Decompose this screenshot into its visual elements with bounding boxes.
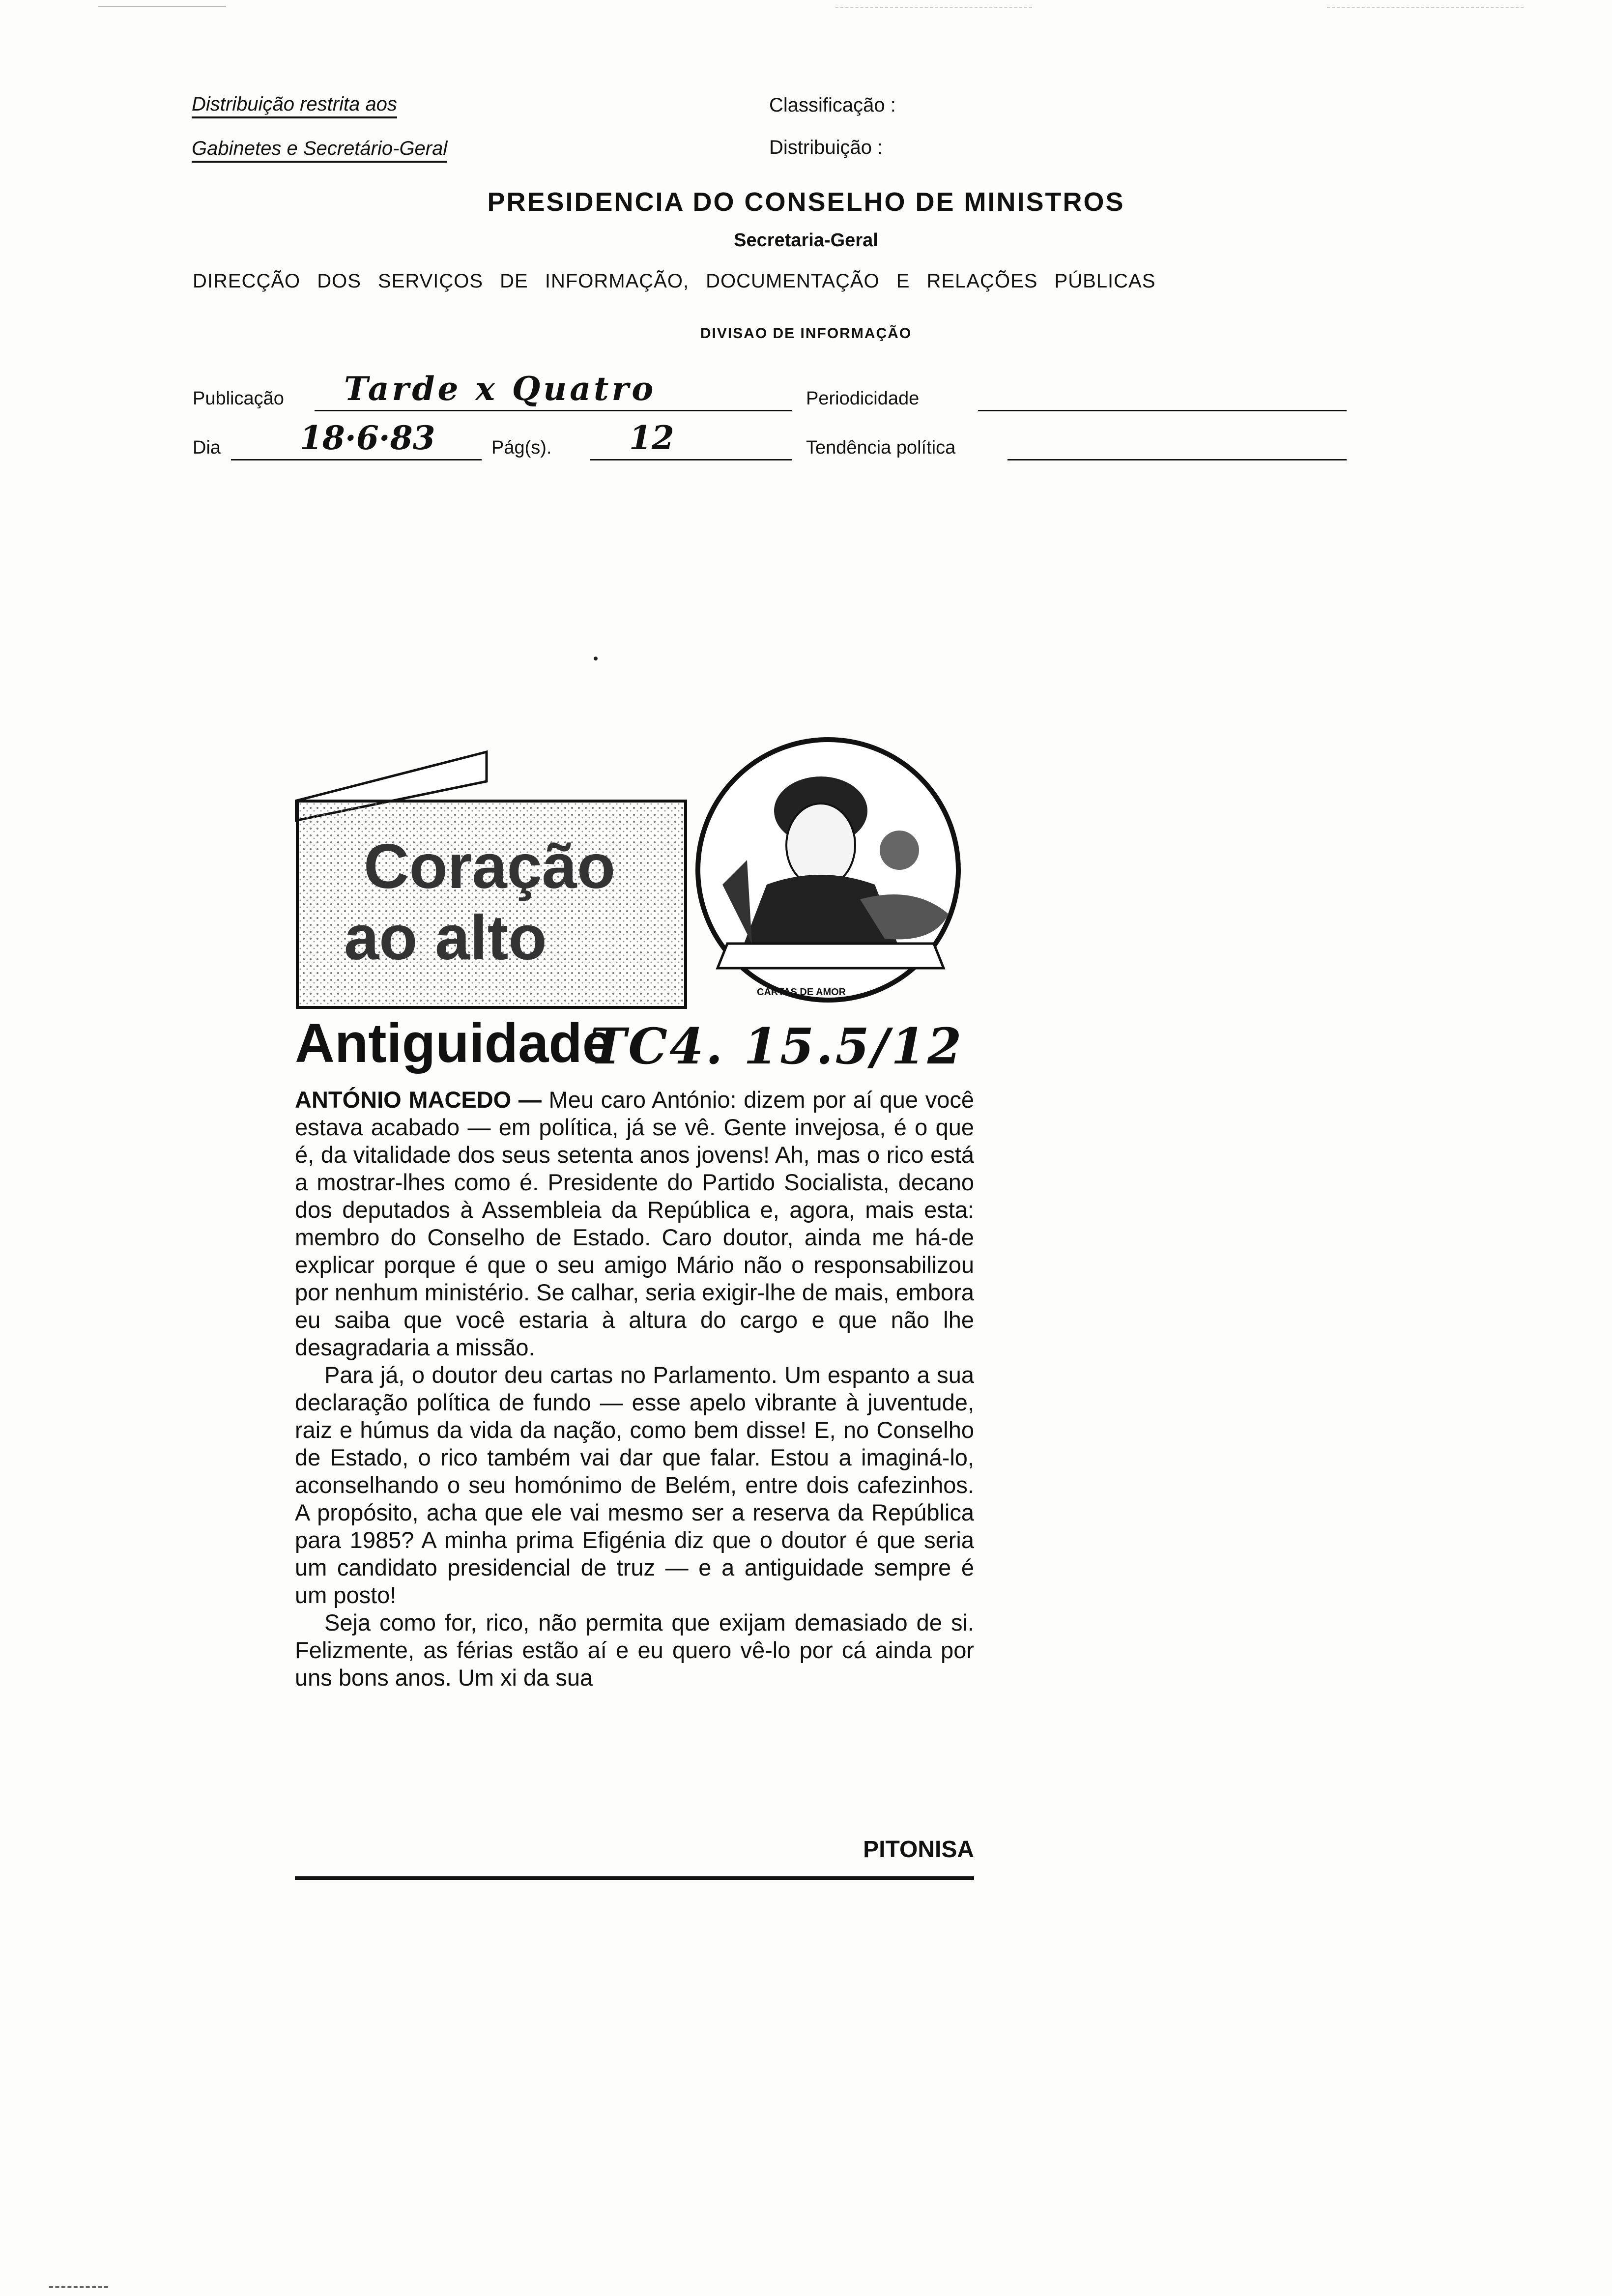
tendency-line [1008,459,1347,460]
day-label: Dia [193,437,221,458]
pages-handwritten-value: 12 [629,419,674,457]
paragraph-1-text: Meu caro António: dizem por aí que você estava acabado — em política, já se vê. Gente invejosa, é o que é, da vitalidade dos seus setenta anos jovens! Ah, mas o rico está a mostrar-lhes como é. Presidente do Partido Socialista, decano dos deputados à Assembleia da República e, agora, mais esta: membro do Conselho de Estado. Caro doutor, ainda me há-de explicar porque é que o seu amigo Mário não o responsabilizou por nenhum ministério. Se calhar, seria exigir-lhe de mais, embora eu saiba que você estaria à altura do cargo e que não lhe desagradaria a missão. [295,1087,974,1360]
classification-label: Classificação : [769,94,896,116]
pages-line [590,459,792,460]
closing-rule [295,1876,974,1880]
directorate-line: DIRECÇÃO DOS SERVIÇOS DE INFORMAÇÃO, DOCUMENTAÇÃO E RELAÇÕES PÚBLICAS [193,270,1156,292]
day-handwritten-value: 18·6·83 [300,419,435,457]
restriction-line-2: Gabinetes e Secretário-Geral [192,138,447,163]
handwritten-reference: TC4. 15.5/12 [590,1017,964,1075]
tendency-label: Tendência política [806,437,956,458]
scan-edge-mark [835,7,1032,8]
org-subtitle: Secretaria-Geral [734,230,878,251]
publication-line [315,410,792,411]
section-title-line-2: ao alto [344,903,547,973]
distribution-label: Distribuição : [769,137,883,158]
article-paragraph-2: Para já, o doutor deu cartas no Parlamento. Um espanto a sua declaração política de fundo — esse apelo vibrante à juventude, raiz e húmus da vida da nação, como bem disse! E, no Conselho de Estado, o rico também vai dar que falar. Estou a imaginá-lo, aconselhando o seu homónimo de Belém, entre dois cafezinhos. A propósito, acha que ele vai mesmo ser a reserva da República para 1985? A minha prima Efigénia diz que o doutor é que seria um candidato presidencial de truz — e a antiguidade sempre é um posto! [295,1362,974,1608]
publication-label: Publicação [193,388,284,409]
scan-edge-mark [49,2286,108,2288]
section-title-line-1: Coração [364,832,616,902]
article-paragraph-3: Seja como for, rico, não permita que exijam demasiado de si. Felizmente, as férias estão aí e eu quero vê-lo por cá ainda por uns bons anos. Um xi da sua [295,1609,974,1691]
division-label: DIVISAO DE INFORMAÇÃO [700,325,912,342]
restriction-line-1: Distribuição restrita aos [192,93,397,118]
scan-edge-mark [1327,7,1524,8]
periodicity-label: Periodicidade [806,388,920,409]
article-paragraph-1 [295,1086,974,1361]
article-clipping [295,737,983,1882]
article-headline: Antiguidade [295,1012,613,1074]
article-signature: PITONISA [863,1837,974,1863]
day-line [231,459,482,460]
org-title: PRESIDENCIA DO CONSELHO DE MINISTROS [487,187,1125,217]
scan-edge-mark [98,6,226,7]
illustration-circle [698,740,958,1000]
scan-dot [594,657,598,660]
periodicity-line [978,410,1347,411]
publication-handwritten-value: Tarde x Quatro [344,370,657,408]
section-banner [295,737,983,1012]
article-body [295,1086,974,1692]
pages-label: Pág(s). [491,437,552,458]
illustration-caption: CARTAS DE AMOR [757,987,846,998]
article-author: ANTÓNIO MACEDO — [295,1087,542,1113]
